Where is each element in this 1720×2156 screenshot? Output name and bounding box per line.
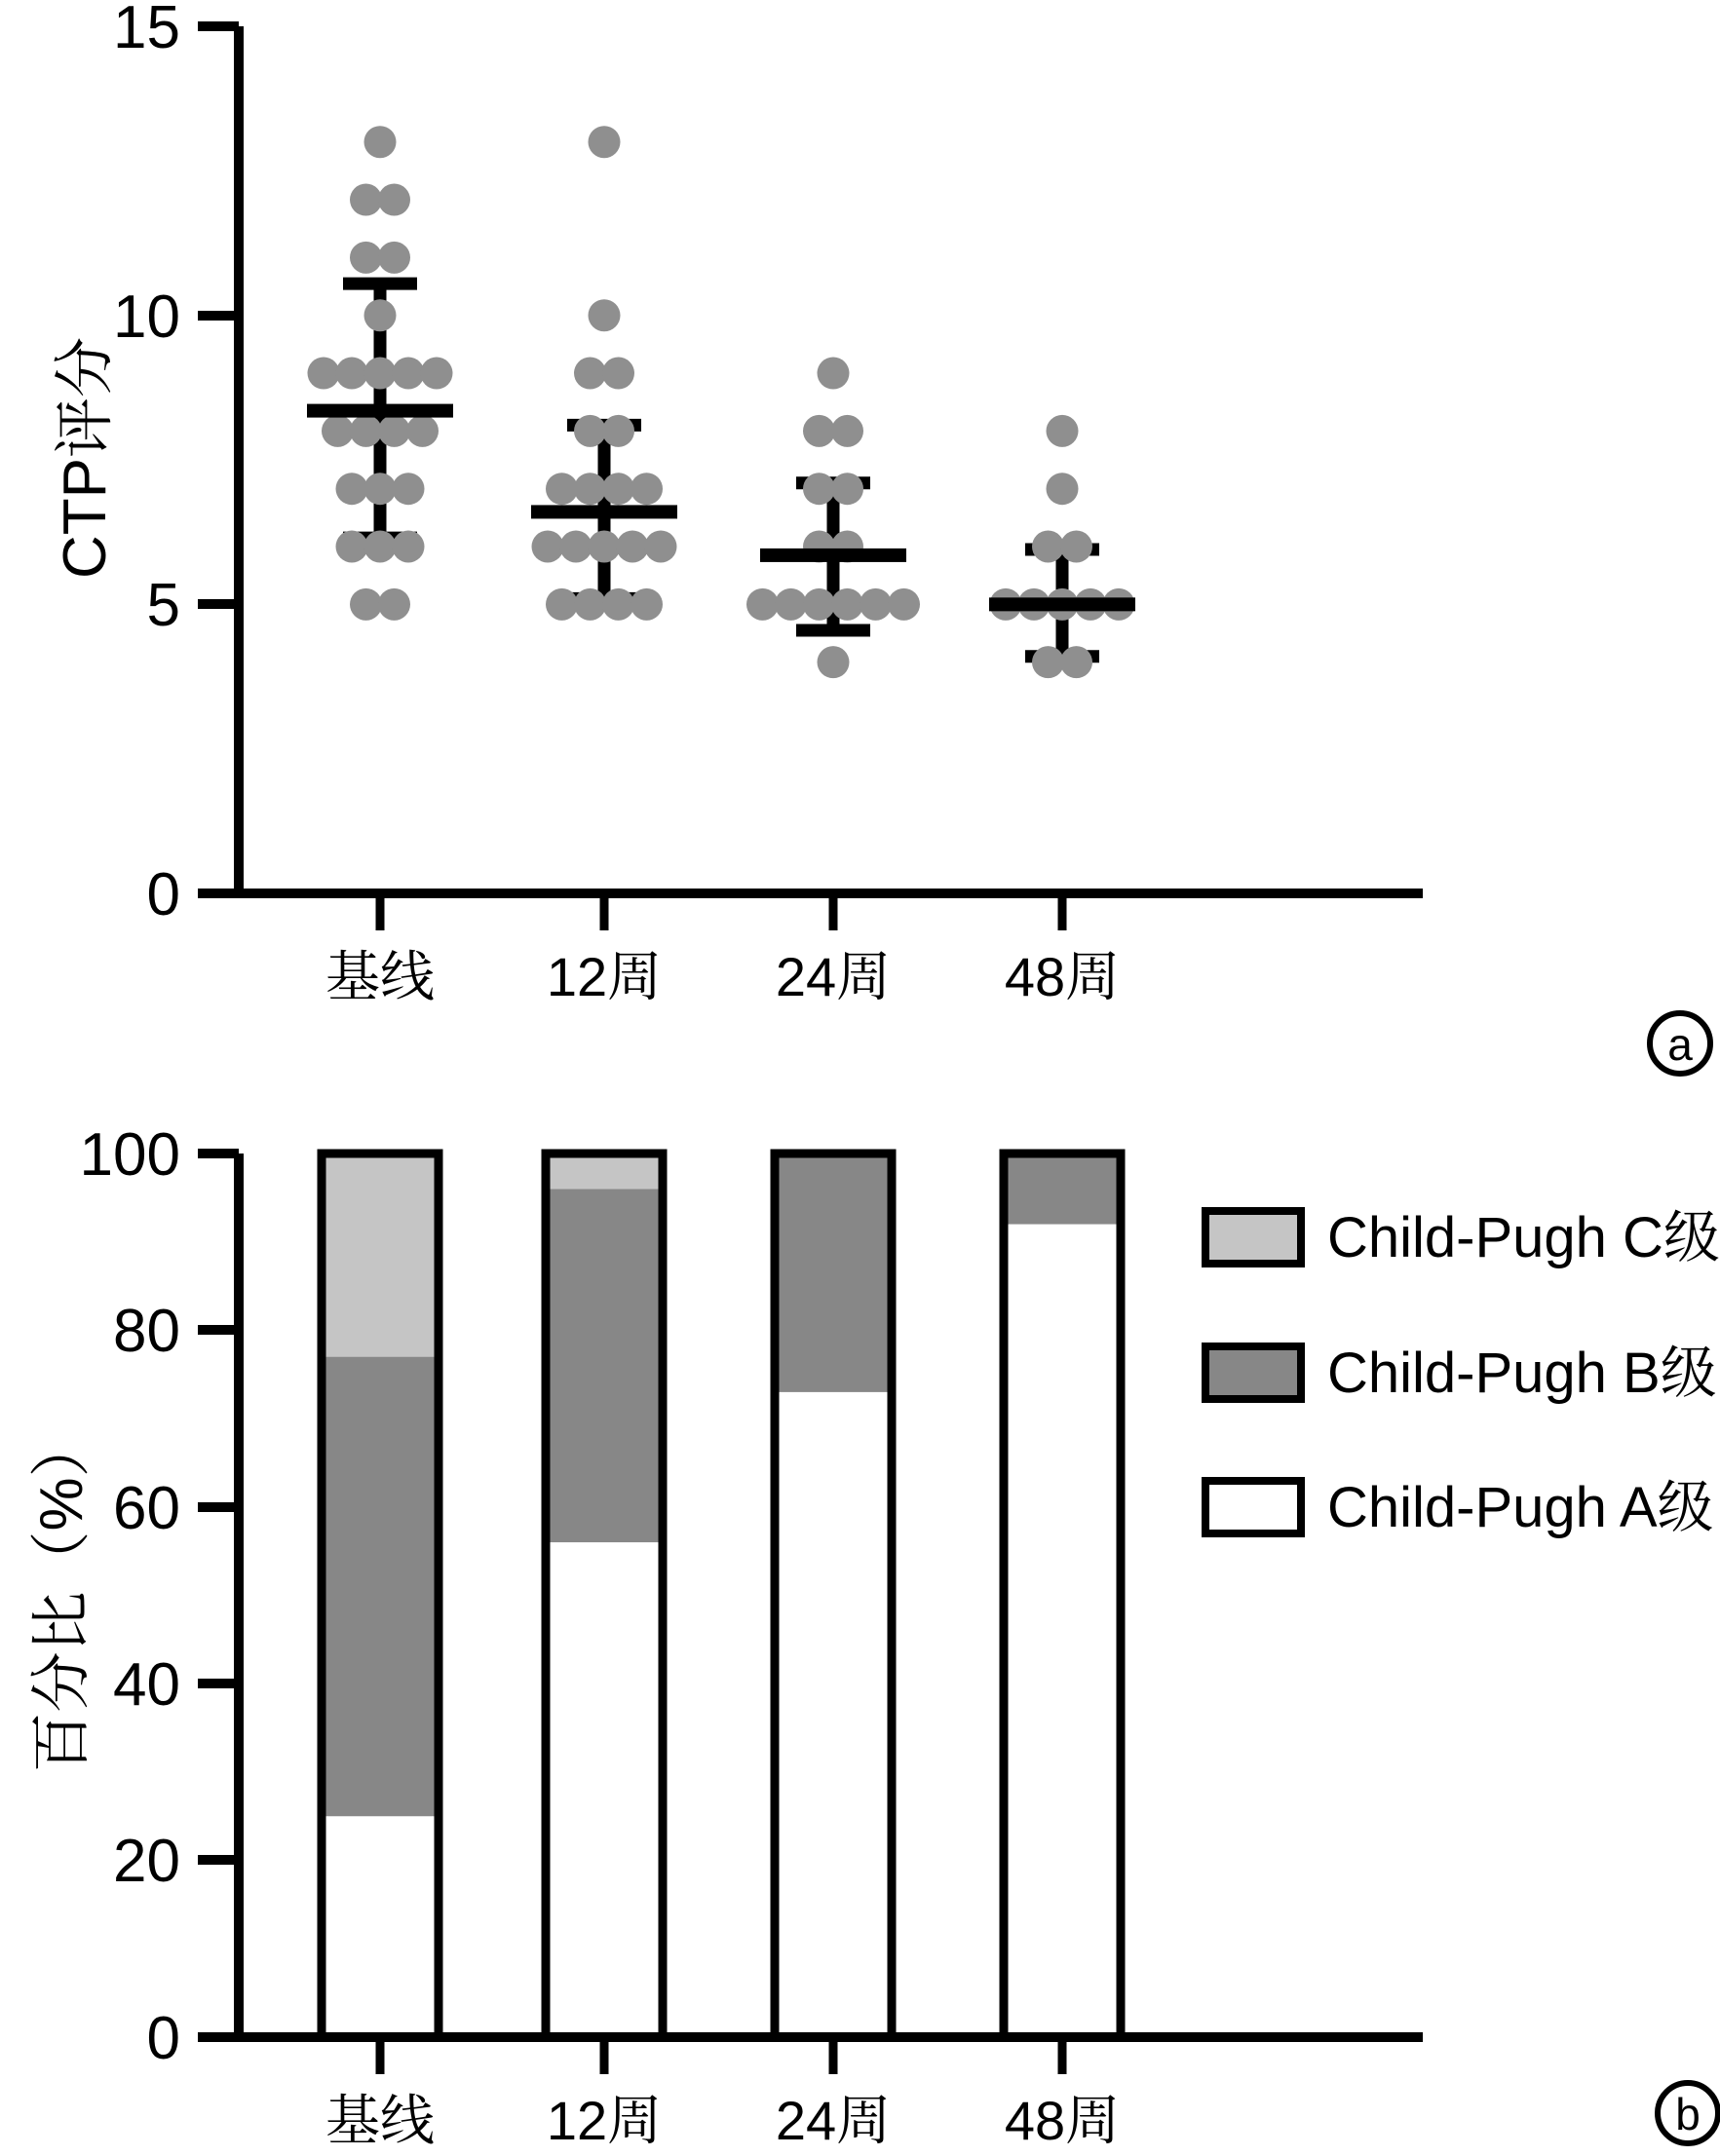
scatter-dot [574,358,606,390]
panel-a-ytick-10: 10 [113,284,180,351]
scatter-dot [336,473,368,505]
panel-a-x-ticks [380,893,1062,930]
panel-b-tag-letter: b [1675,2089,1701,2139]
scatter-dot [617,531,649,563]
scatter-dot [602,358,634,390]
panel-b-x-ticks [380,2037,1062,2074]
scatter-dot [746,588,779,621]
panel-b-y-ticks [198,1154,239,2037]
scatter-dot [1060,646,1092,678]
scatter-dot [888,588,920,621]
scatter-dot [831,473,863,505]
bar-segment [322,1816,439,2037]
scatter-dot [631,473,663,505]
bar-segment [1004,1154,1121,1225]
panel-a-cat-week24: 24周 [775,946,892,1007]
scatter-dot [546,473,578,505]
scatter-dot [364,531,397,563]
panel-b-ytick-40: 40 [113,1651,180,1719]
bar-segment [546,1154,663,1189]
scatter-dot [532,531,564,563]
legend-label-child-pugh-b: Child-Pugh B级 [1327,1342,1717,1405]
scatter-dot [602,588,634,621]
scatter-dot [818,646,850,678]
scatter-dot [574,415,606,447]
scatter-dot [378,242,410,274]
panel-b-data-marks [322,1154,1121,2037]
panel-b-ytick-20: 20 [113,1828,180,1895]
scatter-dot [560,531,592,563]
scatter-dot [645,531,677,563]
panel-b-ytick-60: 60 [113,1475,180,1542]
scatter-dot [1032,531,1064,563]
legend-label-child-pugh-c: Child-Pugh C级 [1327,1206,1720,1269]
panel-b-ytick-0: 0 [146,2005,180,2072]
mean-bar [307,404,453,418]
mean-bar [531,505,677,518]
scatter-dot [322,415,354,447]
scatter-dot [336,358,368,390]
panel-a-tag-letter: a [1667,1019,1693,1070]
legend-swatch-child-pugh-b [1205,1346,1301,1399]
scatter-dot [350,242,382,274]
scatter-dot [364,299,397,331]
scatter-dot [546,588,578,621]
panel-a-data-marks [307,126,1135,678]
scatter-dot [831,588,863,621]
scatter-dot [336,531,368,563]
bar-segment [546,1189,663,1542]
bar-segment [775,1392,892,2037]
scatter-dot [1032,646,1064,678]
scatter-dot [803,473,835,505]
scatter-dot [350,588,382,621]
scatter-dot [574,588,606,621]
scatter-dot [378,415,410,447]
scatter-dot [378,184,410,216]
scatter-dot [775,588,807,621]
scatter-dot [803,415,835,447]
panel-b-cat-week48: 48周 [1004,2090,1121,2151]
scatter-dot [831,415,863,447]
scatter-dot [589,126,621,158]
panel-b-cat-week12: 12周 [546,2090,663,2151]
scatter-dot [421,358,453,390]
scatter-dot [350,415,382,447]
bar-segment [322,1357,439,1817]
legend [1205,1206,1720,1539]
legend-swatch-child-pugh-a [1205,1481,1301,1533]
mean-bar [989,597,1135,611]
scatter-dot [406,415,439,447]
scatter-dot [393,473,425,505]
bar-segment [322,1154,439,1357]
bar-segment [546,1542,663,2037]
scatter-dot [364,126,397,158]
panel-a-axis-lines [239,26,1423,893]
panel-b-tag [1658,2083,1718,2143]
scatter-dot [602,473,634,505]
panel-b-cat-week24: 24周 [775,2090,892,2151]
legend-label-child-pugh-a: Child-Pugh A级 [1327,1476,1714,1539]
scatter-dot [589,531,621,563]
scatter-dot [1047,473,1079,505]
panel-b-y-axis-title: 百分比（%） [28,1417,96,1773]
panel-a-y-axis-title: CTP评分 [52,336,119,580]
scatter-dot [1060,531,1092,563]
scatter-dot [803,588,835,621]
bar-segment [775,1154,892,1392]
panel-b-ytick-100: 100 [79,1121,180,1189]
panel-a-cat-baseline: 基线 [325,946,435,1007]
scatter-dot [602,415,634,447]
panel-a-ytick-15: 15 [113,0,180,61]
scatter-dot [860,588,892,621]
scatter-dot [1047,415,1079,447]
scatter-dot [350,184,382,216]
scatter-dot [308,358,340,390]
scatter-dot [631,588,663,621]
panel-a-ytick-0: 0 [146,861,180,928]
panel-a-cat-week12: 12周 [546,946,663,1007]
scatter-dot [364,473,397,505]
panel-a-tag [1650,1013,1710,1074]
legend-swatch-child-pugh-c [1205,1211,1301,1264]
panel-b-ytick-80: 80 [113,1298,180,1365]
bar-segment [1004,1225,1121,2037]
panel-b [28,1121,1720,2151]
scatter-dot [364,358,397,390]
scatter-dot [818,358,850,390]
scatter-dot [393,358,425,390]
mean-bar [760,548,906,562]
panel-a-ytick-5: 5 [146,572,180,639]
scatter-dot [589,299,621,331]
panel-a [52,0,1710,1074]
panel-a-cat-week48: 48周 [1004,946,1121,1007]
scatter-dot [378,588,410,621]
panel-a-y-ticks [198,26,239,893]
scatter-dot [574,473,606,505]
scatter-dot [393,531,425,563]
panel-b-cat-baseline: 基线 [325,2090,435,2151]
